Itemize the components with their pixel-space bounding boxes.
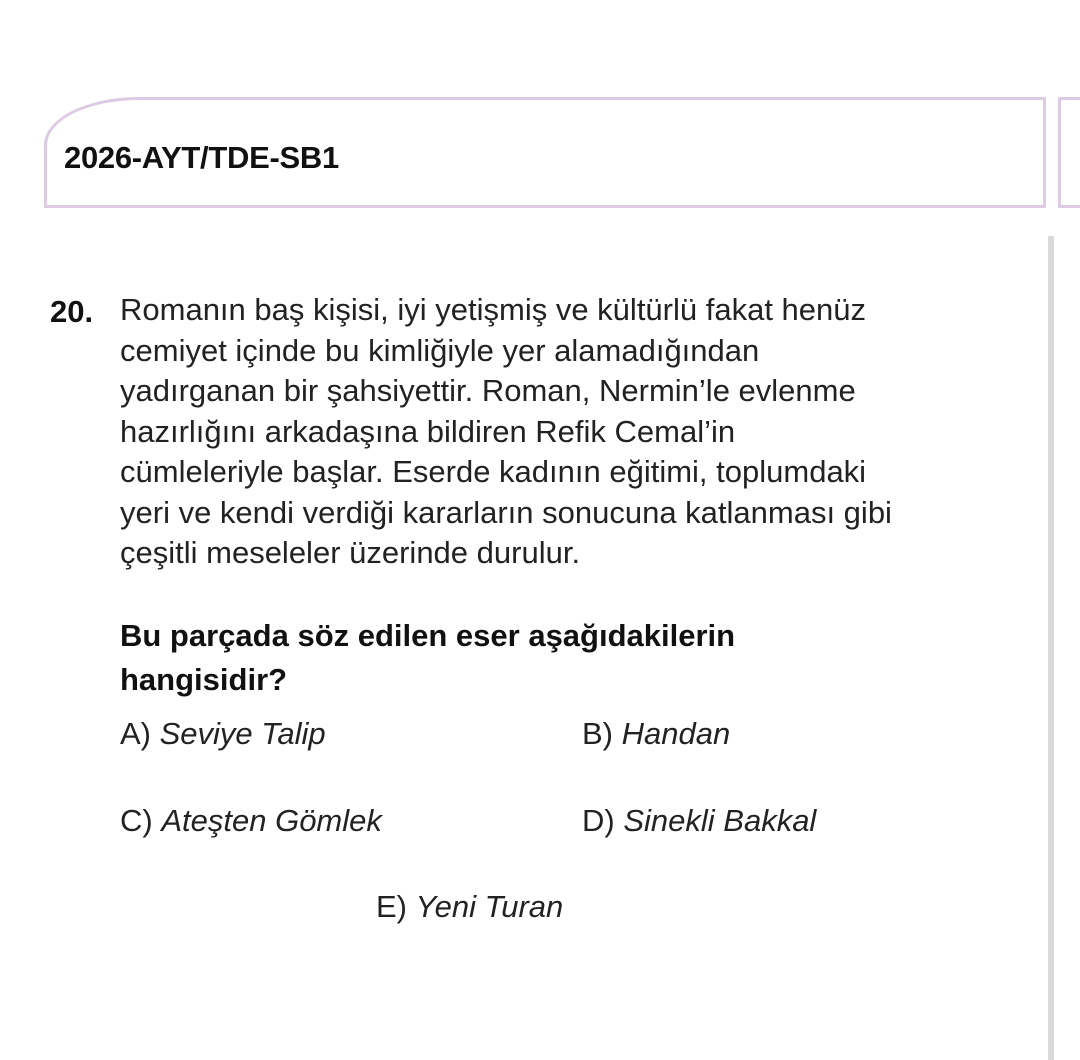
header-box-right-edge xyxy=(1058,97,1080,208)
prompt-line: Bu parçada söz edilen eser aşağıdakilerin xyxy=(120,618,736,653)
option-answer: Ateşten Gömlek xyxy=(161,803,382,838)
option-answer: Handan xyxy=(621,716,731,751)
passage-line: hazırlığını arkadaşına bildiren Refik Cemal’in xyxy=(120,413,736,449)
option-c[interactable] xyxy=(120,803,382,839)
option-b[interactable] xyxy=(582,716,730,752)
option-letter: B) xyxy=(582,716,613,751)
option-d[interactable] xyxy=(582,803,816,839)
question-number: 20. xyxy=(50,294,94,329)
option-a[interactable] xyxy=(120,716,326,752)
option-answer: Sinekli Bakkal xyxy=(623,803,817,838)
question-prompt xyxy=(120,614,735,702)
option-letter: D) xyxy=(582,803,615,838)
question-passage xyxy=(120,290,1030,574)
option-letter: C) xyxy=(120,803,153,838)
passage-line: cemiyet içinde bu kimliğiyle yer alamadığından xyxy=(120,332,760,368)
booklet-code: 2026-AYT/TDE-SB1 xyxy=(64,140,339,175)
column-divider xyxy=(1048,236,1054,1060)
option-letter: A) xyxy=(120,716,151,751)
passage-line: Romanın baş kişisi, iyi yetişmiş ve kültürlü fakat henüz xyxy=(120,292,867,327)
passage-line: cümleleriyle başlar. Eserde kadının eğitimi, toplumdaki xyxy=(120,454,867,489)
option-answer: Seviye Talip xyxy=(159,716,326,751)
prompt-line: hangisidir? xyxy=(120,662,288,697)
option-letter: E) xyxy=(376,889,407,924)
option-answer: Yeni Turan xyxy=(415,889,564,924)
option-e[interactable] xyxy=(376,889,563,925)
passage-line: yeri ve kendi verdiği kararların sonucuna katlanması gibi xyxy=(120,494,892,530)
passage-line: yadırganan bir şahsiyettir. Roman, Nermin’le evlenme xyxy=(120,373,856,408)
passage-line: çeşitli meseleler üzerinde durulur. xyxy=(120,535,581,570)
